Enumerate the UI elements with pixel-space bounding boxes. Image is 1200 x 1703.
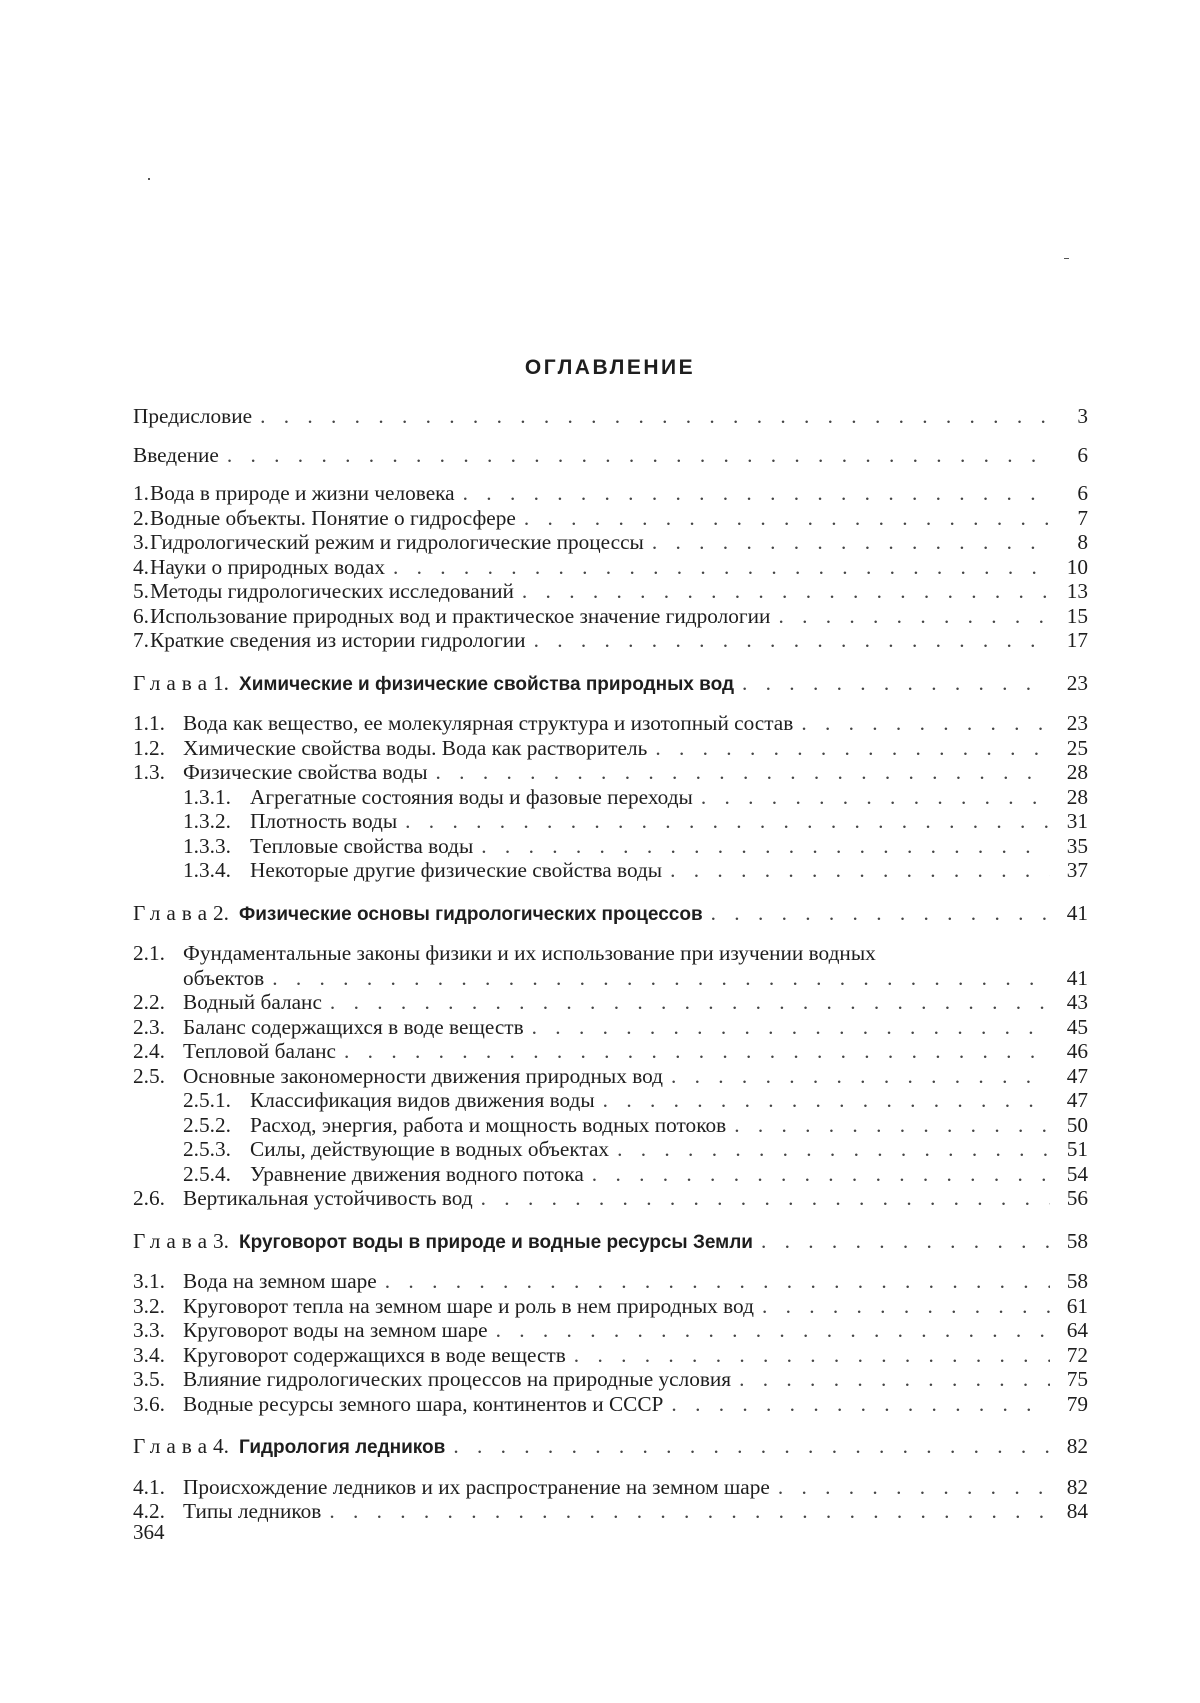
toc-entry[interactable] — [133, 1343, 1088, 1368]
toc-page-number: 46 — [1066, 1039, 1088, 1063]
toc-entry-title: Вода на земном шаре — [183, 1269, 377, 1293]
toc-entry-number: 7. — [133, 628, 149, 652]
toc-page-number: 45 — [1066, 1014, 1088, 1039]
toc-entry-number: 2.5.1. — [183, 1088, 231, 1112]
toc-page-number: 84 — [1066, 1499, 1088, 1523]
toc-entry-title: Круговорот воды на земном шаре — [183, 1318, 488, 1342]
dot-leader — [330, 990, 1050, 1015]
dot-leader — [393, 555, 1050, 580]
toc-page-number: 58 — [1066, 1228, 1088, 1253]
dot-leader — [652, 530, 1050, 555]
toc-page-number: 64 — [1066, 1318, 1088, 1342]
toc-entry-title: Предисловие — [133, 404, 253, 428]
dot-leader — [453, 1434, 1050, 1459]
dot-leader — [534, 628, 1050, 653]
dot-leader — [436, 760, 1050, 785]
toc-entry-title: Методы гидрологических исследований — [150, 579, 514, 603]
dot-leader — [481, 1186, 1050, 1211]
toc-entry-number: 1.3.1. — [183, 784, 231, 809]
toc-page-number: 13 — [1066, 579, 1088, 603]
toc-page-number: 61 — [1066, 1293, 1088, 1318]
dot-leader — [227, 443, 1050, 468]
chapter-number: 4. — [213, 1434, 230, 1458]
chapter-title: Физические основы гидрологических процессов — [239, 903, 703, 925]
dot-leader — [671, 1392, 1050, 1417]
toc-entry-number: 4.2. — [133, 1499, 165, 1523]
toc-entry[interactable] — [133, 809, 1088, 834]
toc-entry-title: Гидрологический режим и гидрологические процессы — [150, 530, 644, 554]
toc-page-number: 28 — [1066, 760, 1088, 784]
toc-page-number: 56 — [1066, 1186, 1088, 1210]
chapter-title: Химические и физические свойства природных вод — [239, 673, 734, 695]
toc-entry[interactable] — [133, 1499, 1088, 1524]
toc-chapter-4[interactable] — [133, 1434, 1088, 1461]
toc-entry-number: 2. — [133, 505, 149, 530]
toc-entry-number: 1.2. — [133, 735, 165, 760]
toc-entry[interactable] — [133, 785, 1088, 810]
toc-page-number: 54 — [1066, 1161, 1088, 1186]
dot-leader — [655, 736, 1050, 761]
toc-entry[interactable] — [133, 834, 1088, 859]
scan-speck — [1064, 258, 1069, 259]
toc-page-number: 72 — [1066, 1342, 1088, 1367]
toc-entry-number: 2.3. — [133, 1014, 165, 1039]
toc-entry-number: 2.1. — [133, 941, 165, 965]
toc-entry-title: Расход, энергия, работа и мощность водных потоков — [250, 1112, 727, 1137]
dot-leader — [761, 1229, 1050, 1254]
toc-page-number: 17 — [1066, 628, 1088, 652]
dot-leader — [260, 404, 1050, 429]
toc-page-number: 79 — [1066, 1391, 1088, 1416]
dot-leader — [496, 1318, 1050, 1343]
toc-page-number: 43 — [1066, 990, 1088, 1014]
dot-leader — [532, 1015, 1050, 1040]
toc-page-number: 6 — [1077, 481, 1088, 505]
toc-page-number: 23 — [1066, 670, 1088, 695]
dot-leader — [711, 901, 1050, 926]
dot-leader — [574, 1343, 1050, 1368]
toc-entry-title: Использование природных вод и практическое значение гидрологии — [150, 603, 771, 628]
toc-entry-title: Типы ледников — [183, 1499, 322, 1523]
toc-entry[interactable] — [133, 481, 1088, 506]
toc-page-number: 75 — [1066, 1367, 1088, 1391]
toc-entry-title: Происхождение ледников и их распространение на земном шаре — [183, 1474, 770, 1499]
toc-page-number: 7 — [1077, 505, 1088, 530]
chapter-label: Глава — [133, 900, 214, 925]
chapter-label: Глава — [133, 1434, 214, 1458]
dot-leader — [778, 1475, 1050, 1500]
toc-entry[interactable] — [133, 506, 1088, 531]
chapter-number: 3. — [213, 1228, 230, 1253]
toc-entry[interactable] — [133, 1294, 1088, 1319]
toc-entry-title: Агрегатные состояния воды и фазовые переходы — [250, 784, 693, 809]
dot-leader — [592, 1162, 1050, 1187]
dot-leader — [272, 966, 1050, 991]
toc-entry-title: Водные объекты. Понятие о гидросфере — [150, 505, 516, 530]
toc-entry[interactable] — [133, 1015, 1088, 1040]
dot-leader — [742, 671, 1050, 696]
toc-entry-number: 2.6. — [133, 1186, 165, 1210]
toc-entry-title: Основные закономерности движения природных вод — [183, 1063, 663, 1088]
dot-leader — [670, 858, 1050, 883]
toc-entry[interactable] — [133, 1039, 1088, 1064]
toc-page-number: 15 — [1066, 603, 1088, 628]
dot-leader — [481, 834, 1050, 859]
toc-entry-title: Науки о природных водах — [150, 554, 385, 579]
scan-speck — [148, 178, 150, 180]
toc-entry-number: 2.4. — [133, 1039, 165, 1063]
toc-chapter-1[interactable] — [133, 671, 1088, 698]
toc-entry[interactable] — [133, 1269, 1088, 1294]
dot-leader — [778, 604, 1050, 629]
toc-entry-number: 2.5.4. — [183, 1161, 231, 1186]
toc-page-number: 47 — [1066, 1063, 1088, 1088]
dot-leader — [524, 506, 1050, 531]
toc-entry-title: Некоторые другие физические свойства воды — [250, 858, 663, 882]
toc-entry-intro[interactable] — [133, 443, 1088, 468]
toc-entry-number: 4. — [133, 554, 149, 579]
toc-entry-number: 5. — [133, 579, 149, 603]
toc-page-number: 82 — [1066, 1434, 1088, 1458]
toc-page-number: 41 — [1066, 900, 1088, 925]
toc-entry[interactable] — [133, 1064, 1088, 1089]
dot-leader — [463, 481, 1050, 506]
toc-entry-title: Физические свойства воды — [183, 760, 428, 784]
dot-leader — [762, 1294, 1050, 1319]
toc-page-number: 23 — [1066, 711, 1088, 735]
toc-entry-title: Уравнение движения водного потока — [250, 1161, 584, 1186]
toc-entry-title: Тепловой баланс — [183, 1039, 337, 1063]
toc-entry[interactable] — [133, 1392, 1088, 1417]
toc-page-number: 28 — [1066, 784, 1088, 809]
toc-entry-title: Водный баланс — [183, 990, 322, 1014]
toc-page-number: 50 — [1066, 1112, 1088, 1137]
chapter-number: 1. — [213, 670, 230, 695]
toc-page-number: 82 — [1066, 1474, 1088, 1499]
toc-entry[interactable] — [133, 1318, 1088, 1343]
toc-page-number: 8 — [1077, 530, 1088, 554]
toc-page-number: 35 — [1066, 833, 1088, 858]
chapter-label: Глава — [133, 1228, 214, 1253]
chapter-title: Гидрология ледников — [239, 1437, 446, 1458]
toc-entry-title: Водные ресурсы земного шара, континентов и СССР — [183, 1391, 664, 1416]
toc-entry-title: Краткие сведения из истории гидрологии — [150, 628, 526, 652]
toc-entry[interactable] — [133, 1113, 1088, 1138]
toc-entry[interactable] — [133, 760, 1088, 785]
chapter-number: 2. — [213, 900, 230, 925]
toc-entry-number: 1.3. — [133, 760, 165, 784]
dot-leader — [405, 809, 1050, 834]
toc-entry-number: 3.2. — [133, 1293, 165, 1318]
toc-entry-title: Классификация видов движения воды — [250, 1088, 595, 1112]
dot-leader — [701, 785, 1050, 810]
toc-entry-title: Круговорот содержащихся в воде веществ — [183, 1342, 566, 1367]
toc-entry[interactable] — [133, 1475, 1088, 1500]
toc-entry-title: Баланс содержащихся в воде веществ — [183, 1014, 524, 1039]
toc-entry-number: 2.2. — [133, 990, 165, 1014]
dot-leader — [801, 711, 1050, 736]
toc-entry[interactable] — [133, 530, 1088, 555]
toc-entry-title: Влияние гидрологических процессов на природные условия — [183, 1367, 732, 1391]
dot-leader — [671, 1064, 1050, 1089]
toc-entry[interactable] — [133, 1367, 1088, 1392]
toc-entry[interactable] — [133, 1137, 1088, 1162]
toc-chapter-2[interactable] — [133, 901, 1088, 928]
toc-entry-title: Вода как вещество, ее молекулярная структура и изотопный состав — [183, 711, 794, 735]
toc-entry[interactable] — [133, 1186, 1088, 1211]
toc-entry-number: 3.4. — [133, 1342, 165, 1367]
toc-entry-title: Тепловые свойства воды — [250, 833, 474, 858]
toc-entry[interactable] — [133, 555, 1088, 580]
toc-page-number: 47 — [1066, 1088, 1088, 1112]
toc-entry-number: 3. — [133, 530, 149, 554]
toc-entry[interactable] — [133, 736, 1088, 761]
toc-page-number: 37 — [1066, 858, 1088, 882]
toc-page-number: 3 — [1077, 404, 1088, 428]
toc-entry-title: Круговорот тепла на земном шаре и роль в нем природных вод — [183, 1293, 754, 1318]
dot-leader — [522, 579, 1050, 604]
toc-entry-number: 4.1. — [133, 1474, 165, 1499]
toc-chapter-3[interactable] — [133, 1229, 1088, 1256]
toc-entry-title: Химические свойства воды. Вода как растворитель — [183, 735, 648, 760]
toc-page-number: 31 — [1066, 809, 1088, 833]
page-title: ОГЛАВЛЕНИЕ — [524, 356, 696, 379]
toc-entry-number: 1. — [133, 481, 149, 505]
dot-leader — [385, 1269, 1050, 1294]
toc-page-number: 51 — [1066, 1137, 1088, 1161]
toc-entry[interactable] — [133, 858, 1088, 883]
toc-page-number: 6 — [1077, 442, 1088, 467]
dot-leader — [603, 1088, 1050, 1113]
toc-entry[interactable] — [133, 579, 1088, 604]
table-of-contents — [133, 404, 1088, 1524]
toc-entry-number: 2.5.2. — [183, 1112, 231, 1137]
toc-entry-title: Плотность воды — [250, 809, 398, 833]
dot-leader — [344, 1039, 1050, 1064]
toc-entry[interactable] — [133, 1162, 1088, 1187]
toc-entry-number: 2.5. — [133, 1063, 165, 1088]
toc-page-number: 41 — [1066, 965, 1088, 990]
toc-entry-title: Введение — [133, 442, 219, 467]
toc-entry[interactable] — [133, 604, 1088, 629]
toc-page-number: 25 — [1066, 735, 1088, 760]
dot-leader — [617, 1137, 1050, 1162]
toc-entry-number: 1.3.2. — [183, 809, 231, 833]
chapter-title: Круговорот воды в природе и водные ресурсы Земли — [239, 1231, 753, 1253]
toc-entry-number: 1.3.3. — [183, 833, 231, 858]
toc-page-number: 58 — [1066, 1269, 1088, 1293]
toc-entry-preface[interactable] — [133, 404, 1088, 429]
toc-entry[interactable] — [133, 1088, 1088, 1113]
dot-leader — [739, 1367, 1050, 1392]
page-number: 364 — [133, 1520, 165, 1544]
dot-leader — [329, 1499, 1050, 1524]
toc-entry-number: 1.3.4. — [183, 858, 231, 882]
toc-entry-title: Силы, действующие в водных объектах — [250, 1137, 610, 1161]
toc-entry-number: 6. — [133, 603, 149, 628]
toc-entry-number: 1.1. — [133, 711, 165, 735]
toc-entry-number: 3.3. — [133, 1318, 165, 1342]
toc-entry-number: 2.5.3. — [183, 1137, 231, 1161]
chapter-label: Глава — [133, 670, 214, 695]
toc-entry-number: 3.6. — [133, 1391, 165, 1416]
toc-entry[interactable] — [133, 711, 1088, 736]
toc-entry-title: Вертикальная устойчивость вод — [183, 1186, 473, 1210]
toc-entry-continuation[interactable] — [133, 966, 1088, 991]
toc-entry-title-line1: Фундаментальные законы физики и их использование при изучении водных — [183, 941, 876, 965]
toc-entry-number: 3.1. — [133, 1269, 165, 1293]
toc-page-number: 10 — [1066, 554, 1088, 579]
toc-entry[interactable] — [133, 941, 1088, 966]
toc-entry[interactable] — [133, 990, 1088, 1015]
toc-entry-title: Вода в природе и жизни человека — [150, 481, 455, 505]
dot-leader — [734, 1113, 1050, 1138]
toc-entry-number: 3.5. — [133, 1367, 165, 1391]
toc-entry-title-line2: объектов — [183, 965, 265, 990]
toc-entry[interactable] — [133, 628, 1088, 653]
